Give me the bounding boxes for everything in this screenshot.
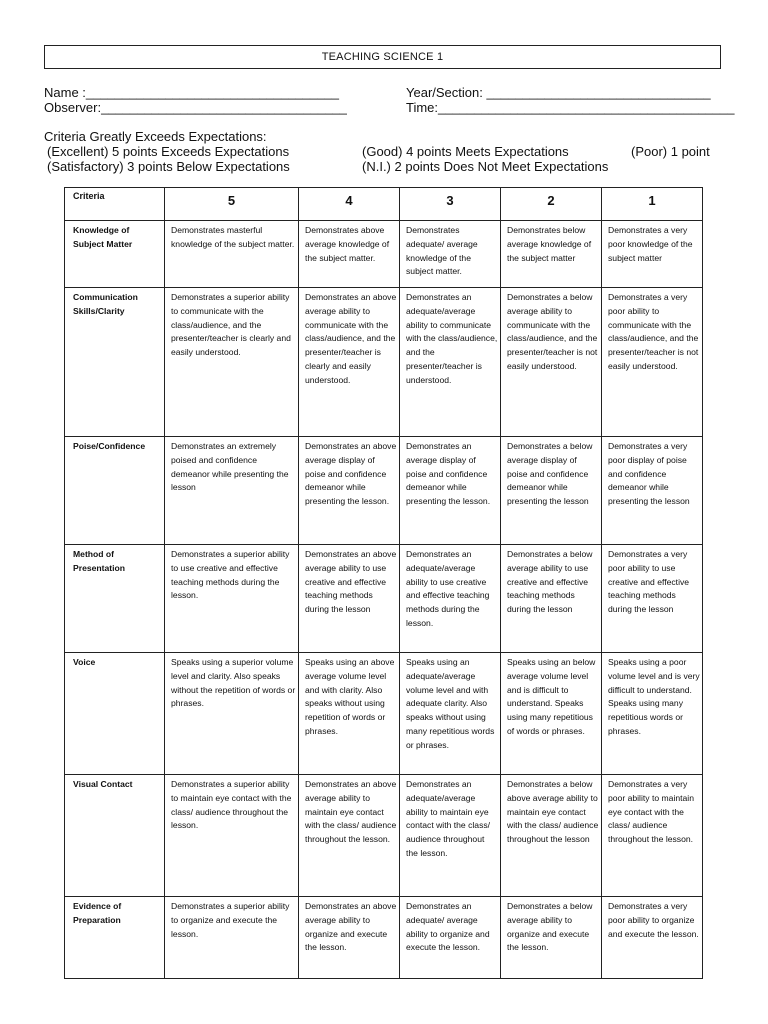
table-row <box>65 897 703 979</box>
scale-excellent: (Excellent) 5 points Exceeds Expectations <box>47 144 290 159</box>
header-criteria: Criteria <box>65 188 165 221</box>
cell-score-1: Demonstrates a very poor knowledge of the subject matter <box>608 225 693 263</box>
cell-score-2: Demonstrates a below average ability to communicate with the class/audience, and the presenter/teacher is not easily understood. <box>507 292 598 371</box>
cell-score-3: Demonstrates an adequate/average ability to maintain eye contact with the class/ audience throughout the lesson. <box>406 779 491 858</box>
table-header-row <box>65 188 703 221</box>
cell-score-4: Demonstrates an above average ability to use creative and effective teaching methods during the lesson <box>305 549 397 615</box>
row-criteria: Poise/Confidence <box>73 441 146 451</box>
year-section-field[interactable]: Year/Section: _______________________________ <box>406 85 711 100</box>
header-score-1: 1 <box>602 188 703 221</box>
cell-score-4: Demonstrates an above average ability to organize and execute the lesson. <box>305 901 397 953</box>
time-field[interactable]: Time:_________________________________________ <box>406 100 735 115</box>
cell-score-4: Demonstrates an above average display of poise and confidence demeanor while presenting the lesson. <box>305 441 397 507</box>
scale-satisfactory: (Satisfactory) 3 points Below Expectations <box>47 159 290 174</box>
cell-score-4: Demonstrates an above average ability to communicate with the class/audience, and the presenter/teacher is clearly and easily understood. <box>305 292 397 385</box>
row-criteria: Method of Presentation <box>73 549 126 573</box>
row-criteria: Communication Skills/Clarity <box>73 292 138 316</box>
scale-good: (Good) 4 points Meets Expectations <box>362 144 569 159</box>
cell-score-1: Demonstrates a very poor ability to use creative and effective teaching methods during the lesson <box>608 549 690 615</box>
scale-ni: (N.I.) 2 points Does Not Meet Expectations <box>362 159 609 174</box>
cell-score-5: Demonstrates a superior ability to organize and execute the lesson. <box>171 901 290 939</box>
observer-field[interactable]: Observer:__________________________________ <box>44 100 347 115</box>
cell-score-2: Demonstrates below average knowledge of the subject matter <box>507 225 592 263</box>
cell-score-2: Demonstrates a below average ability to use creative and effective teaching methods during the lesson <box>507 549 593 615</box>
cell-score-2: Speaks using an below average volume level and is difficult to understand. Speaks using many repetitious of words or phrases. <box>507 657 596 736</box>
table-row <box>65 221 703 288</box>
name-field[interactable]: Name :___________________________________ <box>44 85 339 100</box>
cell-score-5: Demonstrates a superior ability to maintain eye contact with the class/ audience throughout the lesson. <box>171 779 292 831</box>
cell-score-3: Demonstrates adequate/ average knowledge of the subject matter. <box>406 225 478 277</box>
cell-score-4: Demonstrates an above average ability to maintain eye contact with the class/ audience throughout the lesson. <box>305 779 397 845</box>
cell-score-5: Demonstrates a superior ability to use creative and effective teaching methods during the lesson. <box>171 549 290 601</box>
rubric-table <box>64 187 702 979</box>
row-criteria: Voice <box>73 657 96 667</box>
cell-score-3: Demonstrates an average display of poise and confidence demeanor while presenting the lesson. <box>406 441 491 507</box>
cell-score-2: Demonstrates a below above average ability to maintain eye contact with the class/ audience throughout the lesson <box>507 779 599 845</box>
cell-score-5: Demonstrates masterful knowledge of the subject matter. <box>171 225 295 249</box>
cell-score-1: Demonstrates a very poor ability to maintain eye contact with the class/ audience throughout the lesson. <box>608 779 694 845</box>
cell-score-5: Demonstrates a superior ability to communicate with the class/audience, and the presenter/teacher is clearly and easily understood. <box>171 292 291 358</box>
row-criteria: Knowledge of Subject Matter <box>73 225 133 249</box>
table-row <box>65 775 703 897</box>
cell-score-1: Demonstrates a very poor display of poise and confidence demeanor while presenting the lesson <box>608 441 690 507</box>
cell-score-2: Demonstrates a below average ability to organize and execute the lesson. <box>507 901 593 953</box>
table-row <box>65 545 703 653</box>
cell-score-3: Demonstrates an adequate/average ability to communicate with the class/audience, and the presenter/teacher is understood. <box>406 292 498 385</box>
header-score-5: 5 <box>165 188 299 221</box>
row-criteria: Evidence of Preparation <box>73 901 122 925</box>
cell-score-1: Demonstrates a very poor ability to communicate with the class/audience, and the presenter/teacher is not easily understood. <box>608 292 699 371</box>
cell-score-5: Speaks using a superior volume level and clarity. Also speaks without the repetition of words or phrases. <box>171 657 296 709</box>
table-row <box>65 437 703 545</box>
scale-poor: (Poor) 1 point <box>631 144 710 159</box>
cell-score-1: Demonstrates a very poor ability to organize and execute the lesson. <box>608 901 699 939</box>
header-score-4: 4 <box>299 188 400 221</box>
cell-score-5: Demonstrates an extremely poised and confidence demeanor while presenting the lesson <box>171 441 289 493</box>
header-score-3: 3 <box>400 188 501 221</box>
cell-score-3: Speaks using an adequate/average volume level and with adequate clarity. Also speaks without using many repetitious words or phrases. <box>406 657 495 750</box>
cell-score-3: Demonstrates an adequate/average ability to use creative and effective teaching methods during the lesson. <box>406 549 490 628</box>
cell-score-4: Demonstrates above average knowledge of the subject matter. <box>305 225 390 263</box>
cell-score-1: Speaks using a poor volume level and is very difficult to understand. Speaks using many repetitious words or phrases. <box>608 657 700 736</box>
header-score-2: 2 <box>501 188 602 221</box>
cell-score-3: Demonstrates an adequate/ average ability to organize and execute the lesson. <box>406 901 490 953</box>
criteria-intro: Criteria Greatly Exceeds Expectations: <box>44 129 267 144</box>
cell-score-4: Speaks using an above average volume level and with clarity. Also speaks without using repetition of words or phrases. <box>305 657 395 736</box>
row-criteria: Visual Contact <box>73 779 133 789</box>
document-title: TEACHING SCIENCE 1 <box>44 45 721 69</box>
table-row <box>65 288 703 437</box>
table-row <box>65 653 703 775</box>
cell-score-2: Demonstrates a below average display of poise and confidence demeanor while presenting the lesson <box>507 441 593 507</box>
